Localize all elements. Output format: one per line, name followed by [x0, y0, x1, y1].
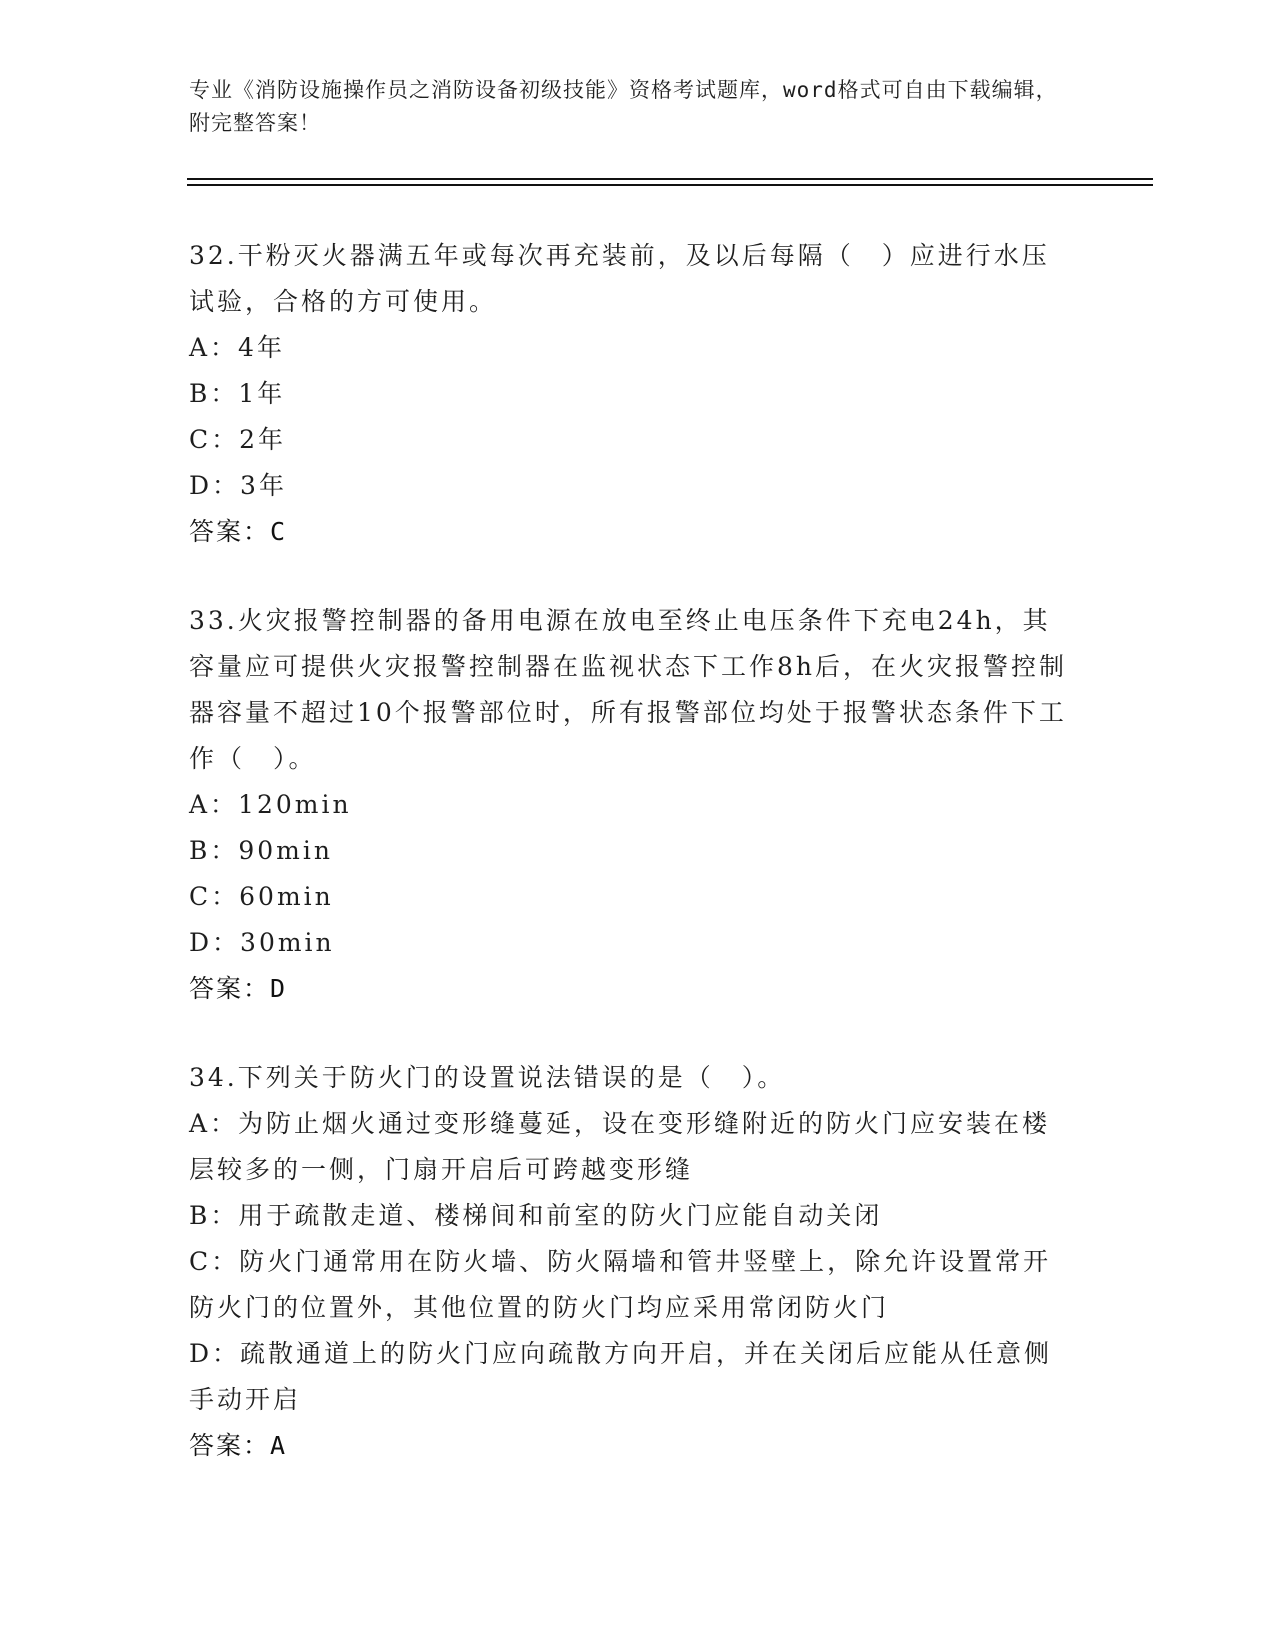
- question-33: [189, 598, 1069, 1012]
- option-a: A：4年: [189, 333, 285, 362]
- option-b: B：1年: [189, 379, 286, 408]
- question-text: 33.火灾报警控制器的备用电源在放电至终止电压条件下充电24h，其容量应可提供火灾报警控制器在监视状态下工作8h后，在火灾报警控制器容量不超过10个报警部位时，所有报警部位均处于报警状态条件下工作（ ）。: [189, 606, 1068, 773]
- option-d: D：30min: [189, 928, 335, 957]
- question-32: [189, 233, 1069, 555]
- option-b: B：用于疏散走道、楼梯间和前室的防火门应能自动关闭: [189, 1201, 883, 1230]
- header-divider-top: [187, 178, 1153, 180]
- answer-line: 答案：D: [189, 974, 288, 1003]
- option-a: A：120min: [189, 790, 352, 819]
- header-divider-bottom: [187, 184, 1153, 186]
- option-d: D：疏散通道上的防火门应向疏散方向开启，并在关闭后应能从任意侧手动开启: [189, 1339, 1053, 1414]
- answer-line: 答案：C: [189, 517, 288, 546]
- answer-line: 答案：A: [189, 1431, 288, 1460]
- option-b: B：90min: [189, 836, 333, 865]
- option-a: A：为防止烟火通过变形缝蔓延，设在变形缝附近的防火门应安装在楼层较多的一侧，门扇开启后可跨越变形缝: [189, 1109, 1051, 1184]
- option-c: C：2年: [189, 425, 287, 454]
- option-c: C：60min: [189, 882, 334, 911]
- document-header: 专业《消防设施操作员之消防设备初级技能》资格考试题库，word格式可自由下载编辑，附完整答案！: [189, 78, 1058, 135]
- question-34: [189, 1055, 1069, 1469]
- question-text: 34.下列关于防火门的设置说法错误的是（ ）。: [189, 1063, 786, 1092]
- option-d: D：3年: [189, 471, 287, 500]
- question-text: 32.干粉灭火器满五年或每次再充装前，及以后每隔（ ）应进行水压试验，合格的方可使用。: [189, 241, 1050, 316]
- option-c: C：防火门通常用在防火墙、防火隔墙和管井竖壁上，除允许设置常开防火门的位置外，其他位置的防火门均应采用常闭防火门: [189, 1247, 1052, 1322]
